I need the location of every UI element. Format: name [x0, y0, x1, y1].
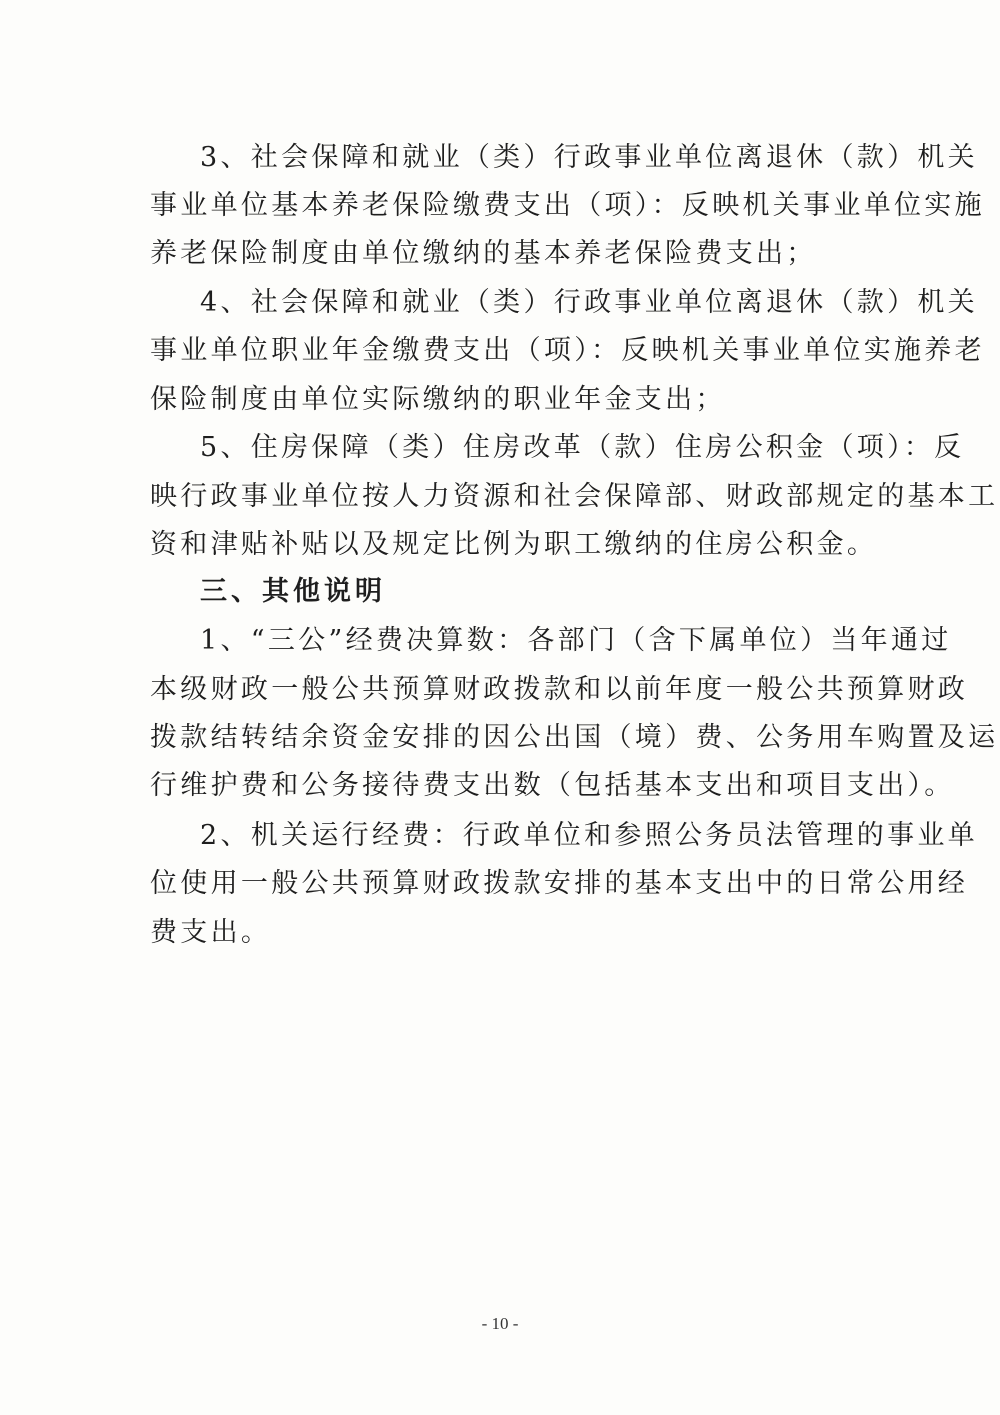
note-2-line-3: 费支出。 [150, 917, 272, 948]
note-1-line-2: 本级财政一般公共预算财政拨款和以前年度一般公共预算财政 [150, 674, 969, 705]
item-3-line-1: 3、社会保障和就业（类）行政事业单位离退休（款）机关 [200, 142, 978, 173]
item-4-line-3: 保险制度由单位实际缴纳的职业年金支出； [150, 384, 726, 415]
item-4-line-2: 事业单位职业年金缴费支出（项）：反映机关事业单位实施养老 [150, 335, 985, 366]
note-1-line-1: 1、“三公”经费决算数：各部门（含下属单位）当年通过 [200, 625, 952, 656]
item-3-line-2: 事业单位基本养老保险缴费支出（项）：反映机关事业单位实施 [150, 190, 985, 221]
note-2-line-2: 位使用一般公共预算财政拨款安排的基本支出中的日常公用经 [150, 868, 969, 899]
item-5-line-1: 5、住房保障（类）住房改革（款）住房公积金（项）：反 [200, 432, 965, 463]
section-heading-other-notes: 三、其他说明 [200, 576, 386, 607]
item-5-line-3: 资和津贴补贴以及规定比例为职工缴纳的住房公积金。 [150, 529, 878, 560]
note-2-line-1: 2、机关运行经费：行政单位和参照公务员法管理的事业单 [200, 820, 978, 851]
note-1-line-3: 拨款结转结余资金安排的因公出国（境）费、公务用车购置及运 [150, 722, 999, 753]
item-3-line-3: 养老保险制度由单位缴纳的基本养老保险费支出； [150, 238, 817, 269]
note-1-line-4: 行维护费和公务接待费支出数（包括基本支出和项目支出）。 [150, 770, 955, 801]
page-number: - 10 - [481, 1314, 519, 1333]
item-4-line-1: 4、社会保障和就业（类）行政事业单位离退休（款）机关 [200, 287, 978, 318]
item-5-line-2: 映行政事业单位按人力资源和社会保障部、财政部规定的基本工 [150, 481, 999, 512]
